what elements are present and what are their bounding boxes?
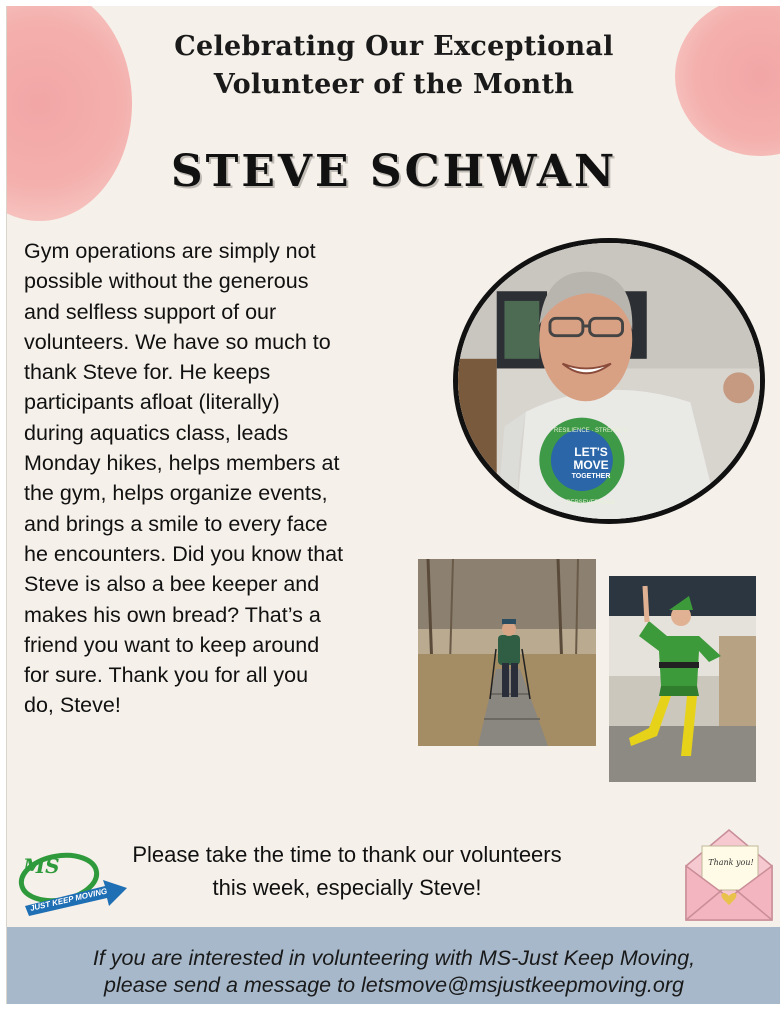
flyer-page — [6, 6, 780, 1004]
story-line: the gym, helps organize events, — [24, 481, 328, 506]
elf-costume-photo — [609, 576, 756, 782]
envelope-icon — [682, 826, 776, 924]
logo-tagline: JUST KEEP MOVING — [29, 886, 108, 914]
story-line: and selfless support of our — [24, 299, 277, 324]
shirt-text-line: MOVE — [573, 458, 609, 472]
thank-volunteers-message — [127, 838, 567, 904]
story-line: during aquatics class, leads — [24, 420, 289, 445]
footer-line-1: If you are interested in volunteering with MS-Just Keep Moving, — [92, 946, 696, 970]
story-line: makes his own bread? That’s a — [24, 602, 321, 627]
story-line: for sure. Thank you for all you — [24, 663, 309, 688]
footer-line-2: please send a message to letsmove@msjustkeepmoving.org — [104, 973, 684, 997]
volunteer-name: STEVE SCHWAN — [170, 146, 618, 197]
elf-illustration — [609, 576, 756, 782]
hiking-illustration — [418, 559, 596, 746]
shirt-ring-top: RESILIENCE · STRENGTH — [553, 428, 628, 434]
story-line: Steve is also a bee keeper and — [24, 572, 320, 597]
story-line: Gym operations are simply not — [24, 239, 316, 263]
thanks-line-2: this week, especially Steve! — [212, 875, 482, 900]
ms-just-keep-moving-logo — [15, 844, 127, 922]
shirt-ring-bottom: PERSEVERANCE — [566, 500, 616, 506]
story-line: do, Steve! — [24, 693, 121, 718]
flyer-title — [7, 28, 780, 104]
footer-message — [7, 945, 780, 999]
shirt-text-line: LET'S — [574, 445, 608, 459]
title-line-1: Celebrating Our Exceptional — [174, 31, 614, 62]
logo-mark: MS — [23, 854, 60, 878]
story-line: friend you want to keep around — [24, 632, 320, 657]
story-line: participants afloat (literally) — [24, 390, 280, 415]
story-line: thank Steve for. He keeps — [24, 360, 271, 385]
envelope-illustration — [682, 826, 776, 924]
hiking-photo — [418, 559, 596, 746]
shirt-text-line: TOGETHER — [571, 473, 611, 480]
story-line: possible without the generous — [24, 269, 309, 294]
story-paragraph — [24, 236, 424, 721]
thanks-line-1: Please take the time to thank our volunteers — [132, 842, 562, 867]
story-line: and brings a smile to every face — [24, 511, 328, 536]
envelope-note: Thank you! — [708, 858, 754, 867]
story-line: volunteers. We have so much to — [24, 329, 331, 354]
footer-banner — [7, 927, 780, 1004]
shirt-logo-text — [562, 446, 620, 481]
story-line: he encounters. Did you know that — [24, 541, 344, 566]
title-line-2: Volunteer of the Month — [213, 69, 575, 100]
story-line: Monday hikes, helps members at — [24, 451, 340, 476]
portrait-photo — [453, 238, 765, 524]
